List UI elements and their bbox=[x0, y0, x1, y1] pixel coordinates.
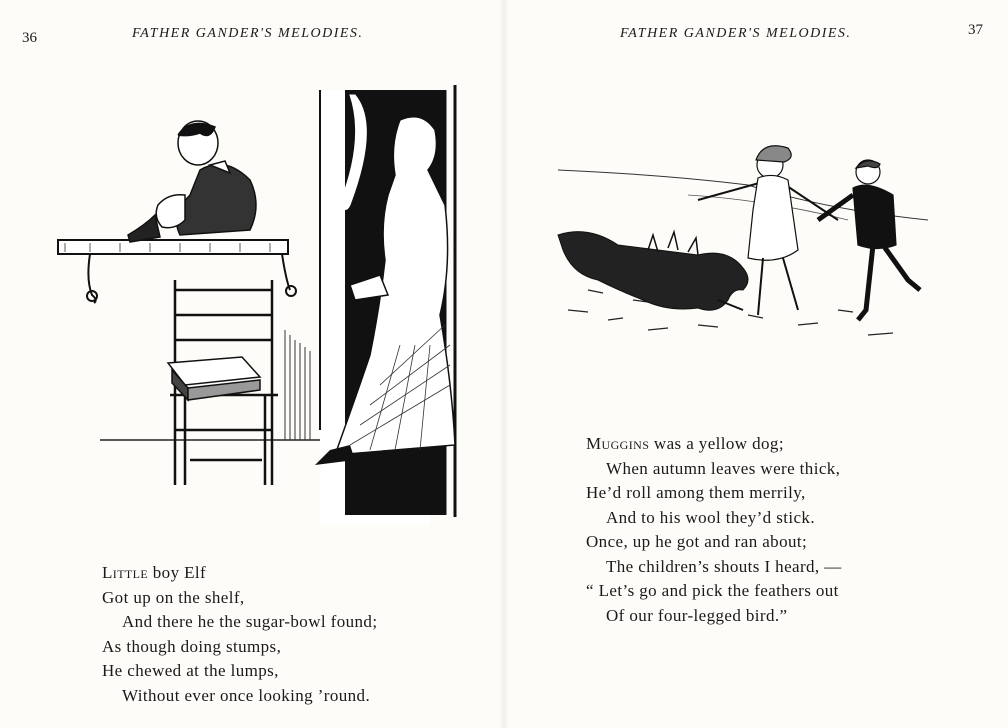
opening-initial-left: L bbox=[102, 563, 113, 582]
opening-initial-right: M bbox=[586, 434, 602, 453]
poem-right-line-3: He’d roll among them merrily, bbox=[586, 483, 806, 502]
poem-left-line-2: Got up on the shelf, bbox=[102, 587, 245, 607]
first-line-rest-left: boy Elf bbox=[148, 563, 207, 582]
running-head-left: FATHER GANDER'S MELODIES. bbox=[132, 26, 364, 41]
illustration-dog-and-children bbox=[548, 140, 948, 340]
page-number-right: 37 bbox=[968, 22, 983, 38]
poem-right-line-5: Once, up he got and ran about; bbox=[586, 532, 808, 551]
poem-right-line-6: The children’s shouts I heard, — bbox=[606, 556, 842, 576]
poem-left-line-6: Without ever once looking ’round. bbox=[122, 685, 371, 705]
poem-left bbox=[102, 561, 377, 708]
opening-word-right: uggins bbox=[601, 434, 650, 453]
running-head-right: FATHER GANDER'S MELODIES. bbox=[620, 26, 852, 41]
opening-word-left: ittle bbox=[112, 563, 149, 582]
first-line-rest-right: was a yellow dog; bbox=[649, 434, 784, 453]
poem-left-line-4: As though doing stumps, bbox=[102, 636, 282, 656]
poem-right-line-8: Of our four-legged bird.” bbox=[606, 605, 788, 625]
poem-left-line-1 bbox=[102, 561, 377, 586]
poem-right bbox=[586, 432, 842, 628]
poem-right-line-7: “ Let’s go and pick the feathers out bbox=[586, 581, 839, 600]
right-page bbox=[504, 0, 1008, 728]
illustration-boy-on-shelf bbox=[50, 85, 530, 525]
page-number-left: 36 bbox=[22, 30, 37, 46]
poem-right-line-1 bbox=[586, 432, 842, 457]
poem-left-line-3: And there he the sugar-bowl found; bbox=[122, 612, 378, 631]
poem-right-line-4: And to his wool they’d stick. bbox=[606, 507, 815, 527]
poem-right-line-2: When autumn leaves were thick, bbox=[606, 458, 841, 478]
poem-left-line-5: He chewed at the lumps, bbox=[102, 661, 279, 680]
